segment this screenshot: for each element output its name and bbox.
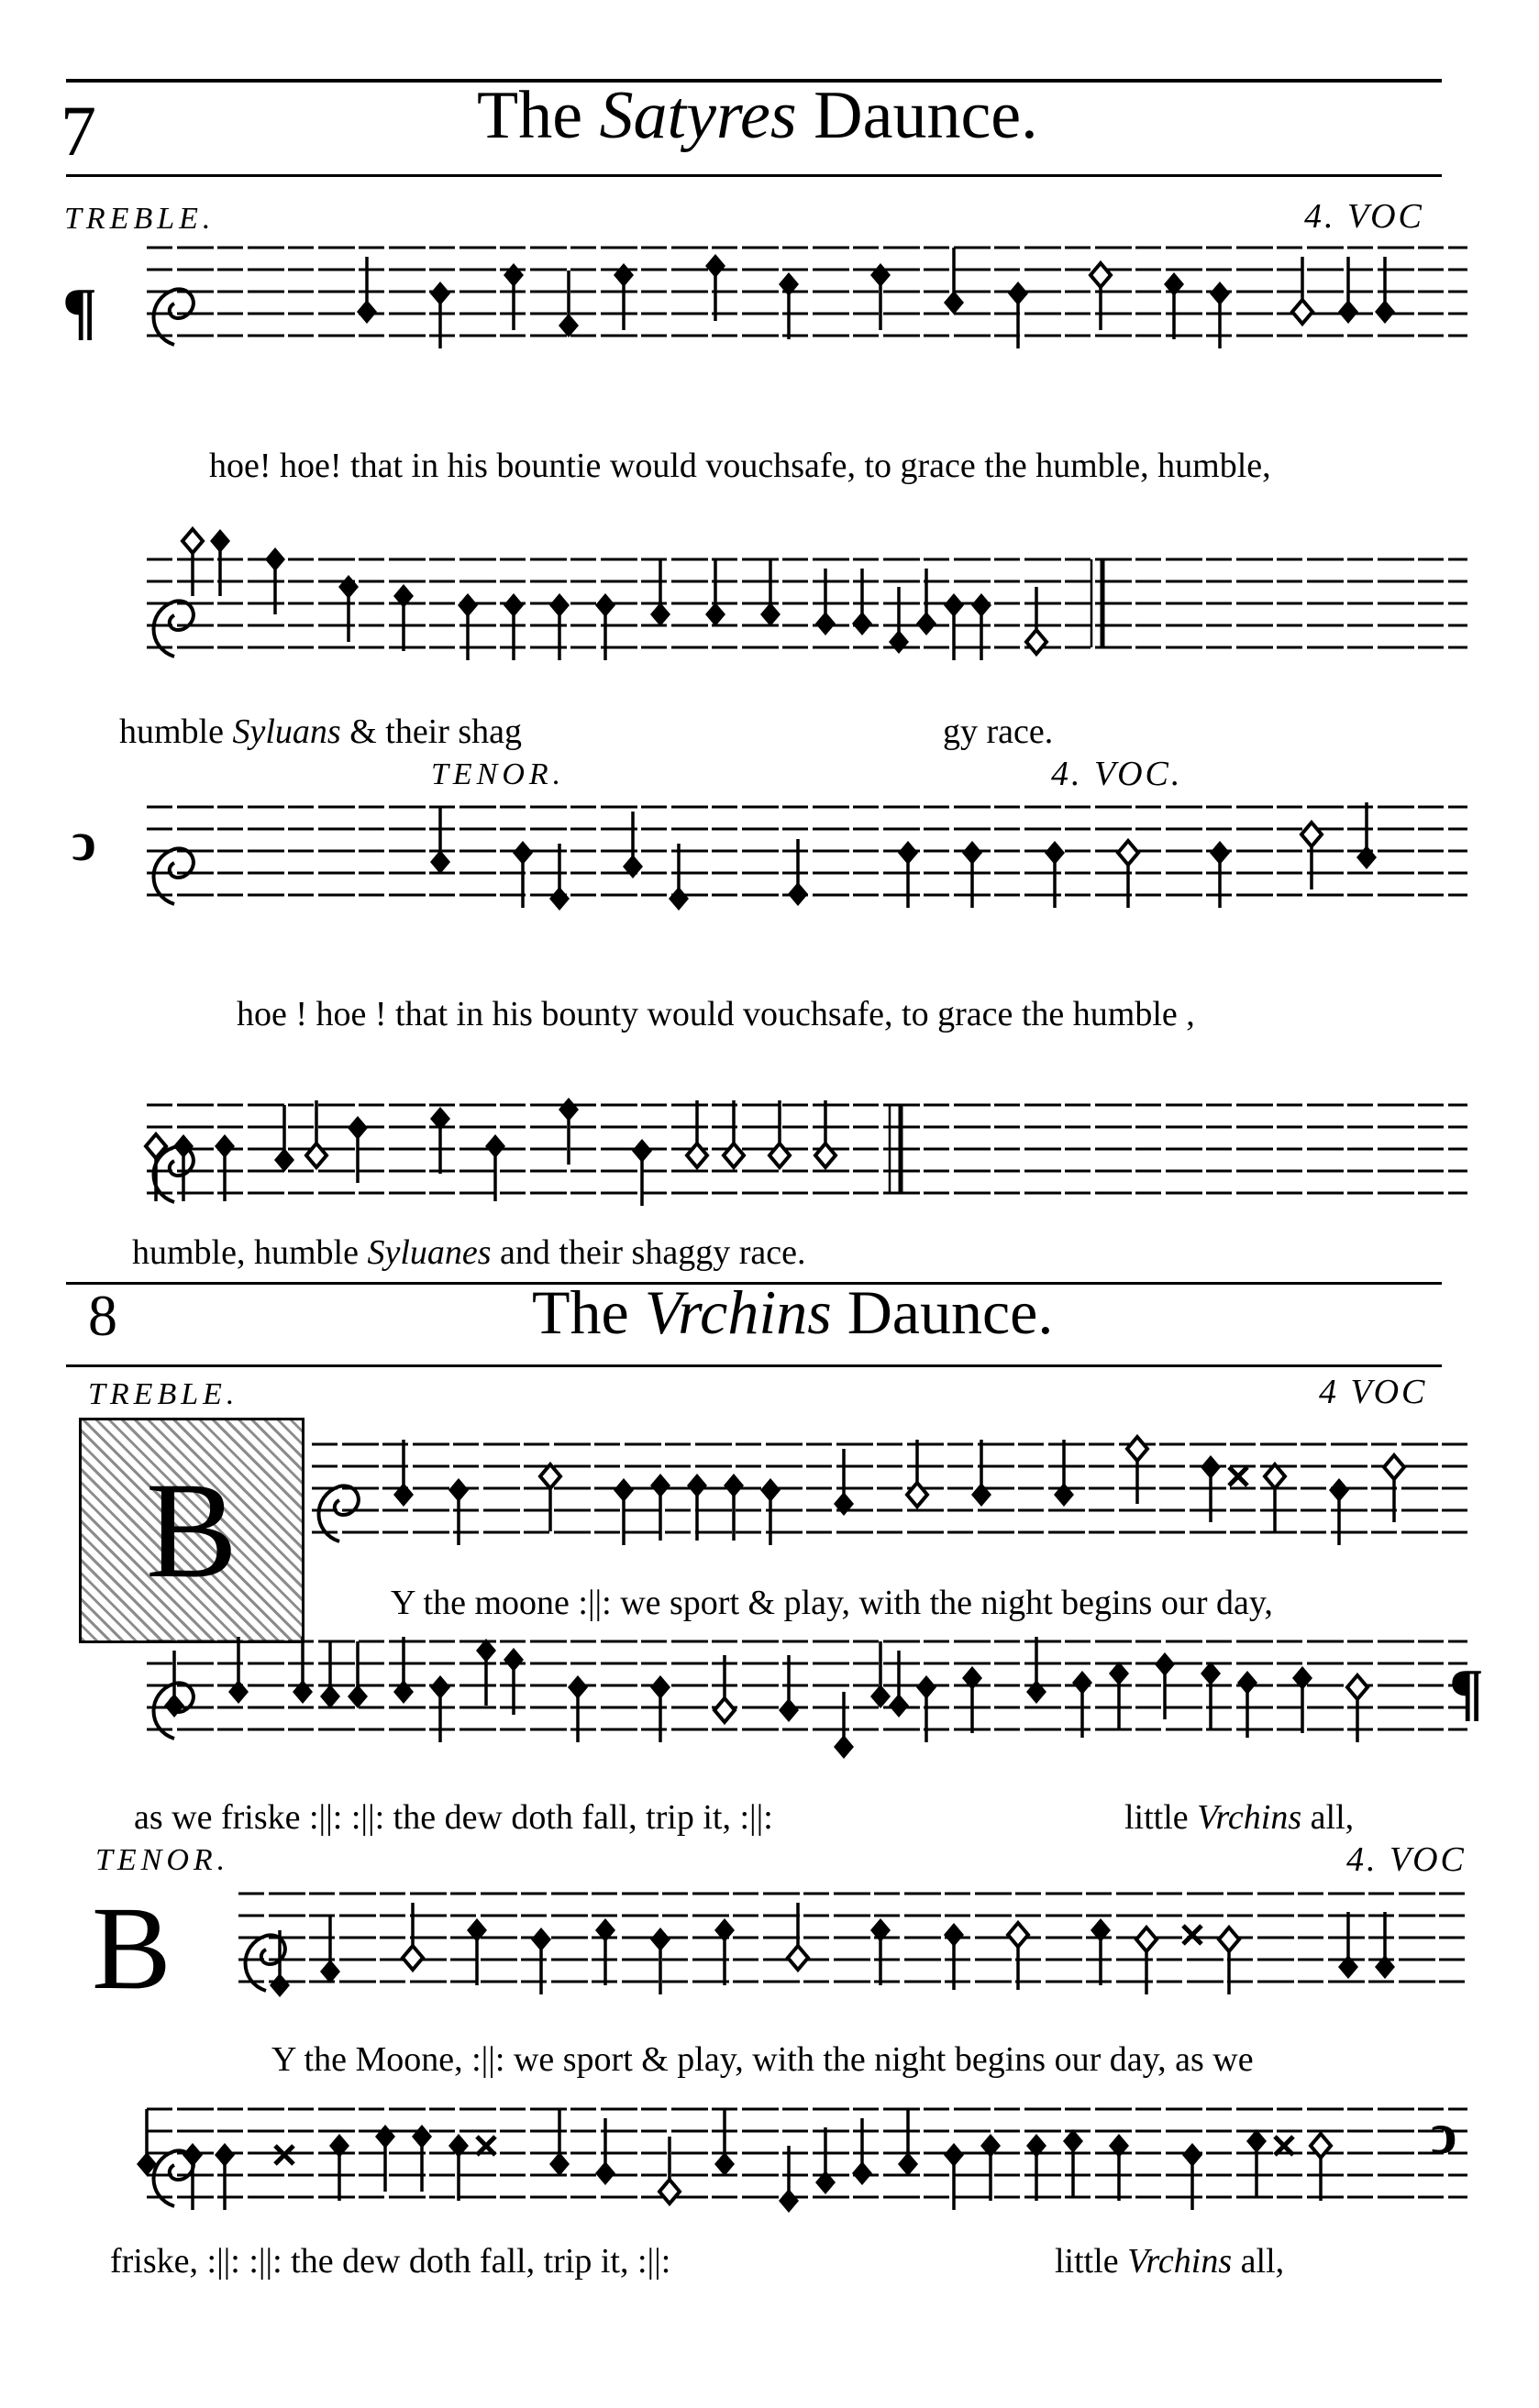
part-label-treble: TREBLE. xyxy=(64,202,216,236)
filled-note-head xyxy=(779,2189,799,2213)
filled-note-head xyxy=(714,2152,735,2176)
filled-note-head xyxy=(215,2143,235,2167)
filled-note-head xyxy=(375,2125,395,2148)
filled-note-head xyxy=(1063,2129,1083,2153)
part-label-tenor: TENOR. xyxy=(95,1843,230,1877)
lyric-line: Y the moone :||: we sport & play, with the night begins our day, xyxy=(391,1584,1273,1622)
voice-count: 4. VOC. xyxy=(1051,755,1183,793)
lyric-word: little xyxy=(1124,1798,1189,1837)
lyric-word-italic: Vrchins xyxy=(1127,2242,1233,2281)
filled-note-head xyxy=(549,2152,570,2176)
lyric-word: humble xyxy=(119,712,224,751)
title-daunce: Daunce. xyxy=(847,1277,1054,1347)
sharp-sign xyxy=(275,2146,293,2164)
lyric-word: humble, humble xyxy=(132,1233,359,1272)
lyric-word-italic: Syluanes xyxy=(367,1233,492,1272)
title-the: The xyxy=(532,1277,629,1347)
lyric-line: as we friske :||: :||: the dew doth fall, trip it, :||: xyxy=(134,1798,773,1837)
filled-note-head xyxy=(852,2161,872,2185)
lyric-word-italic: Vrchins xyxy=(1197,1798,1302,1837)
lyric-word: little xyxy=(1055,2242,1119,2281)
staff-urchins-tenor-2 xyxy=(138,0,1477,2237)
voice-count: 4 VOC xyxy=(1319,1373,1428,1411)
lyric-line: Y the Moone, :||: we sport & play, with the night begins our day, as we xyxy=(271,2040,1254,2079)
filled-note-head xyxy=(183,2143,203,2167)
lyric-line: hoe! hoe! that in his bountie would vouchsafe, to grace the humble, humble, xyxy=(209,447,1271,485)
filled-note-head xyxy=(898,2152,918,2176)
filled-note-head xyxy=(595,2161,615,2185)
lyric-word: all, xyxy=(1240,2242,1285,2281)
lyric-word: and their shaggy race. xyxy=(500,1233,806,1272)
filled-note-head xyxy=(1246,2129,1267,2153)
lyric-word: & their shag xyxy=(349,712,523,751)
reversed-c-sign: ↄ xyxy=(72,812,96,872)
filled-note-head xyxy=(412,2125,432,2148)
paragraph-sign: ¶ xyxy=(1449,1657,1484,1728)
lyric-line: gy race. xyxy=(943,712,1054,751)
open-note-head xyxy=(659,2180,680,2204)
filled-note-head xyxy=(1182,2143,1202,2167)
lyric-line: friske, :||: :||: the dew doth fall, trip it, :||: xyxy=(110,2242,671,2281)
filled-note-head xyxy=(944,2143,964,2167)
voice-count: 4. VOC xyxy=(1346,1840,1467,1879)
voice-count: 4. VOC xyxy=(1304,197,1424,236)
paragraph-sign: ¶ xyxy=(62,276,97,347)
lyric-word-italic: Syluans xyxy=(232,712,341,751)
initial-letter: B xyxy=(92,1883,172,2015)
lyric-line: hoe ! hoe ! that in his bounty would vouchsafe, to grace the humble , xyxy=(237,995,1195,1033)
title-daunce: Daunce. xyxy=(814,78,1038,153)
c-sign: ↄ xyxy=(1431,2101,1457,2166)
lyric-line xyxy=(1055,2241,1284,2281)
title-the: The xyxy=(477,78,583,153)
lyric-word: all, xyxy=(1310,1798,1355,1837)
title-name: Satyres xyxy=(599,78,797,153)
part-label-tenor: TENOR. xyxy=(431,757,566,791)
part-label-treble: TREBLE. xyxy=(88,1377,239,1411)
title-name: Vrchins xyxy=(644,1277,832,1347)
page-number: 7 xyxy=(61,91,96,171)
initial-letter: B xyxy=(82,1420,302,1640)
page-number: 8 xyxy=(88,1283,117,1348)
